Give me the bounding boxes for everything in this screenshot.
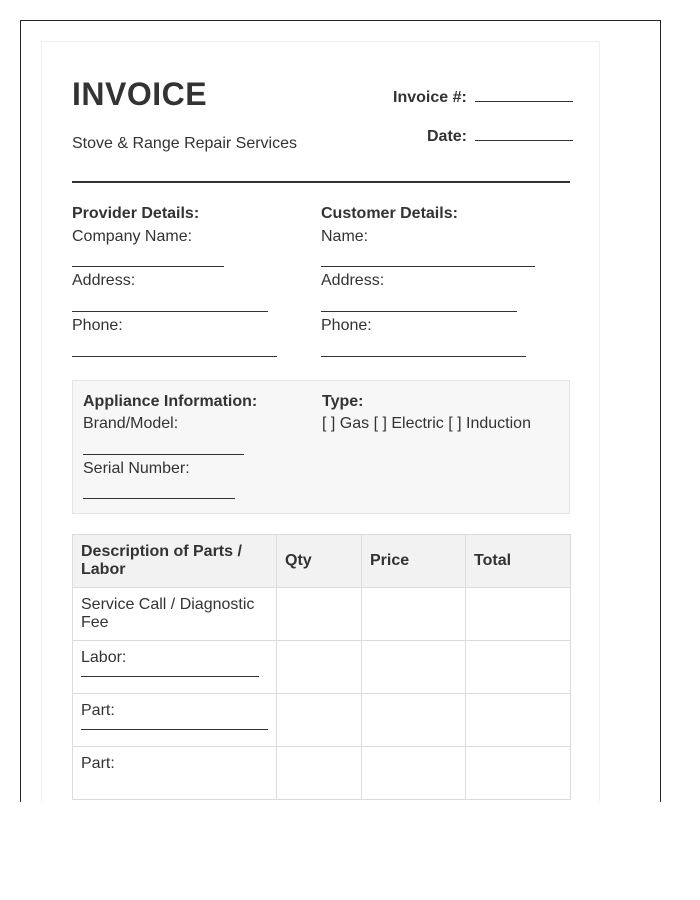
row-total-cell[interactable]	[466, 641, 571, 694]
table-header-row	[73, 535, 571, 588]
brand-model-label: Brand/Model:	[83, 415, 179, 432]
invoice-number-field	[393, 89, 570, 107]
appliance-section	[72, 380, 570, 514]
row-price-cell[interactable]	[362, 694, 466, 747]
column-header-price: Price	[362, 535, 466, 588]
provider-phone-blank[interactable]	[72, 356, 277, 357]
row-description-cell	[73, 641, 277, 694]
date-field	[427, 128, 570, 146]
customer-phone-label: Phone:	[321, 317, 372, 334]
row-description: Part:	[81, 755, 115, 772]
provider-address-label: Address:	[72, 272, 136, 289]
row-price-cell[interactable]	[362, 588, 466, 641]
date-label: Date:	[427, 128, 468, 145]
row-description: Labor:	[81, 649, 127, 666]
row-total-cell[interactable]	[466, 694, 571, 747]
provider-address-blank[interactable]	[72, 311, 268, 312]
parts-labor-table	[72, 534, 571, 800]
provider-company-blank[interactable]	[72, 266, 224, 267]
row-description: Part:	[81, 702, 115, 719]
row-total-cell[interactable]	[466, 588, 571, 641]
part-description-blank[interactable]	[81, 729, 268, 730]
customer-address-blank[interactable]	[321, 311, 517, 312]
column-header-total: Total	[466, 535, 571, 588]
row-qty-cell[interactable]	[277, 641, 362, 694]
provider-company-label: Company Name:	[72, 228, 193, 245]
business-subtitle: Stove & Range Repair Services	[72, 135, 297, 152]
column-header-description: Description of Parts / Labor	[73, 535, 277, 588]
customer-name-label: Name:	[321, 228, 369, 245]
row-description: Service Call / Diagnostic Fee	[73, 588, 277, 641]
table-row	[73, 641, 571, 694]
provider-heading: Provider Details:	[72, 205, 200, 222]
appliance-heading: Appliance Information:	[83, 393, 258, 410]
serial-number-blank[interactable]	[83, 498, 235, 499]
invoice-title: INVOICE	[72, 76, 208, 112]
row-qty-cell[interactable]	[277, 747, 362, 800]
row-description-cell	[73, 694, 277, 747]
type-options[interactable]: [ ] Gas [ ] Electric [ ] Induction	[322, 415, 531, 432]
row-total-cell[interactable]	[466, 747, 571, 800]
customer-phone-blank[interactable]	[321, 356, 526, 357]
invoice-number-blank[interactable]	[475, 101, 573, 102]
row-qty-cell[interactable]	[277, 588, 362, 641]
column-header-qty: Qty	[277, 535, 362, 588]
row-description-cell	[73, 747, 277, 800]
date-blank[interactable]	[475, 140, 573, 141]
table-row	[73, 588, 571, 641]
invoice-sheet	[41, 41, 600, 801]
row-price-cell[interactable]	[362, 747, 466, 800]
row-qty-cell[interactable]	[277, 694, 362, 747]
table-row	[73, 694, 571, 747]
header-divider	[72, 181, 570, 183]
provider-phone-label: Phone:	[72, 317, 123, 334]
table-row	[73, 747, 571, 800]
brand-model-blank[interactable]	[83, 454, 244, 455]
type-heading: Type:	[322, 393, 364, 410]
labor-description-blank[interactable]	[81, 676, 259, 677]
customer-heading: Customer Details:	[321, 205, 458, 222]
serial-number-label: Serial Number:	[83, 460, 190, 477]
row-price-cell[interactable]	[362, 641, 466, 694]
invoice-number-label: Invoice #:	[393, 89, 467, 106]
customer-address-label: Address:	[321, 272, 385, 289]
customer-name-blank[interactable]	[321, 266, 535, 267]
